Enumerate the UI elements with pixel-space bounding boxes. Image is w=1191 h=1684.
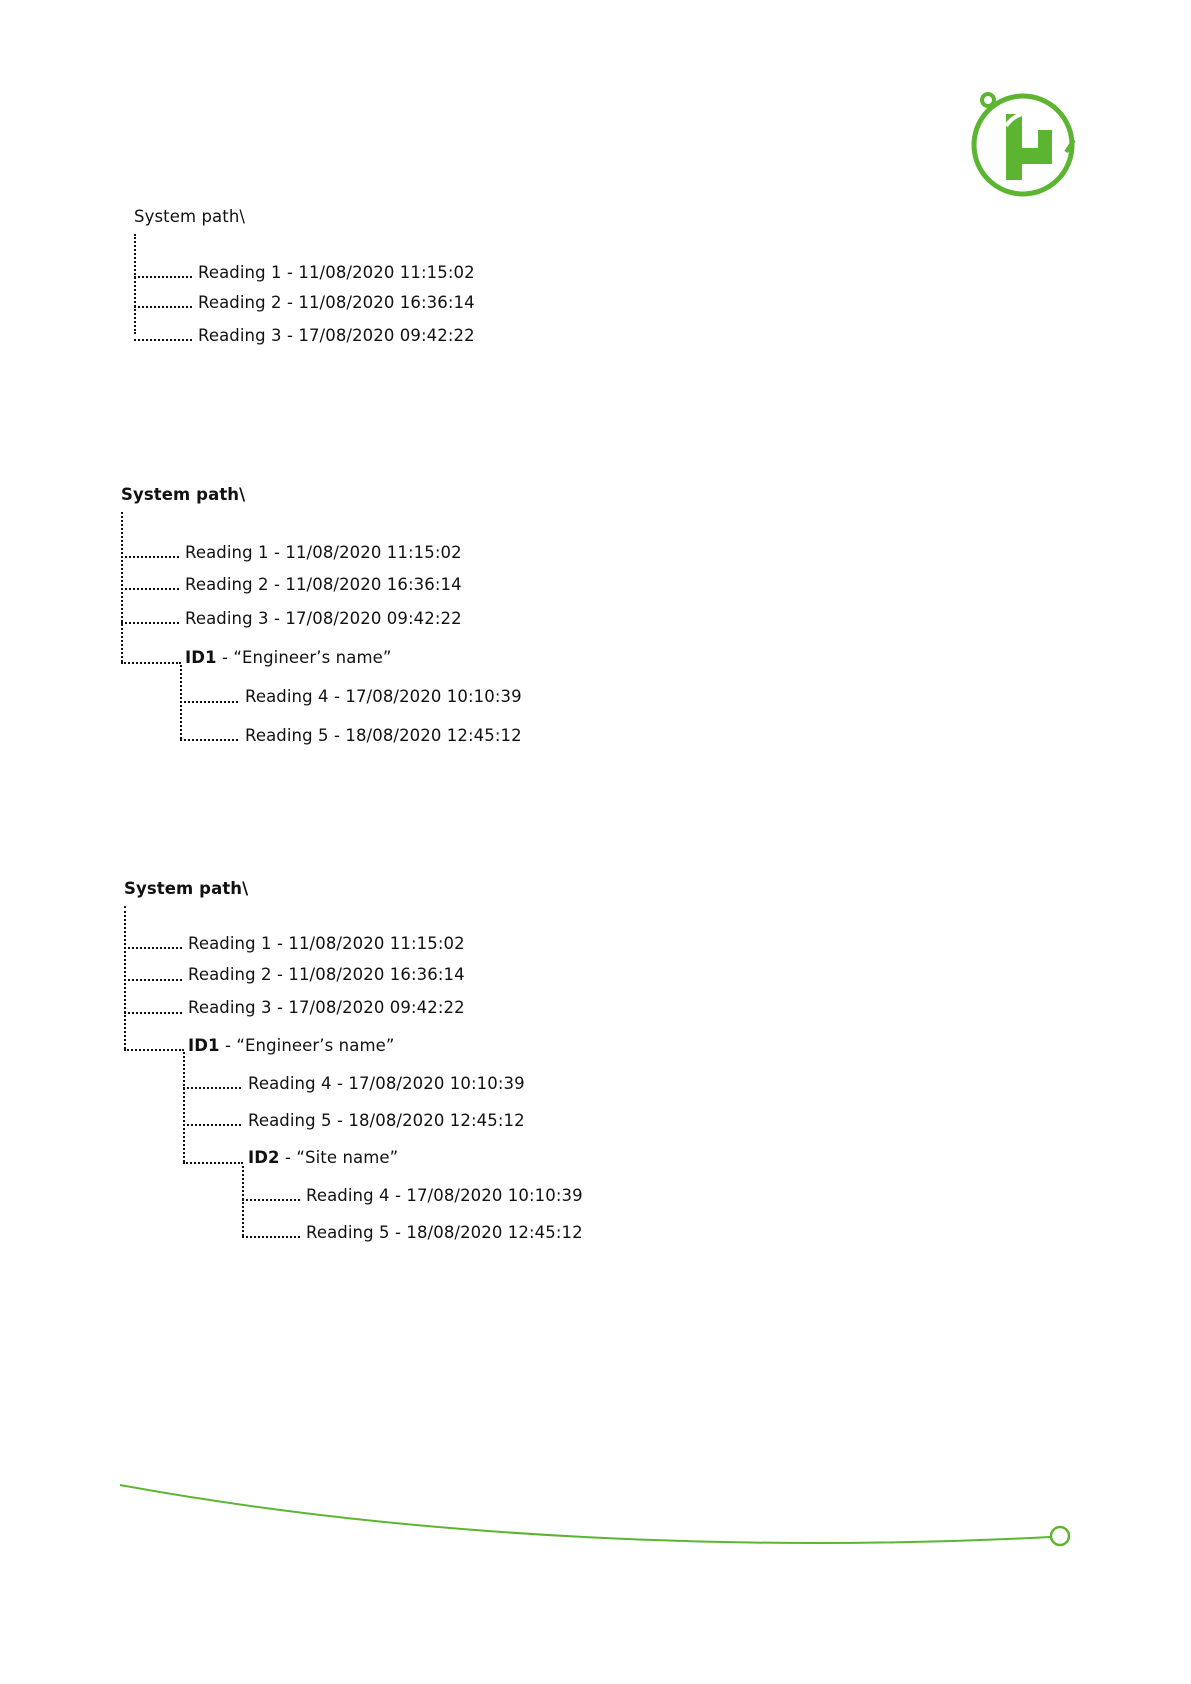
tree-connector — [183, 1087, 241, 1089]
tree-connector — [183, 1124, 241, 1126]
tree-connector — [121, 512, 123, 662]
tree-connector — [134, 339, 192, 341]
reading-item: Reading 2 - 11/08/2020 16:36:14 — [198, 293, 475, 312]
reading-item: Reading 2 - 11/08/2020 16:36:14 — [185, 575, 462, 594]
reading-item: Reading 1 - 11/08/2020 11:15:02 — [188, 934, 465, 953]
id-node-id: ID1 — [188, 1036, 220, 1055]
id-node-name: - “Site name” — [279, 1148, 399, 1167]
tree-connector — [121, 662, 181, 664]
footer-end-circle-icon — [1051, 1527, 1069, 1545]
reading-item: Reading 3 - 17/08/2020 09:42:22 — [188, 998, 465, 1017]
tree-connector — [124, 1012, 182, 1014]
tree-connector — [134, 234, 136, 334]
tree-connector — [180, 739, 238, 741]
id-node-id: ID2 — [248, 1148, 280, 1167]
reading-item: Reading 5 - 18/08/2020 12:45:12 — [245, 726, 522, 745]
tree-connector — [183, 1052, 185, 1162]
tree-connector — [180, 701, 238, 703]
reading-item: Reading 4 - 17/08/2020 10:10:39 — [248, 1074, 525, 1093]
tree-connector — [242, 1199, 300, 1201]
tree-connector — [242, 1236, 300, 1238]
company-logo-icon — [966, 86, 1080, 200]
tree-connector — [134, 276, 192, 278]
reading-item: Reading 1 - 11/08/2020 11:15:02 — [185, 543, 462, 562]
id-node-label — [188, 1036, 395, 1056]
reading-item: Reading 3 - 17/08/2020 09:42:22 — [185, 609, 462, 628]
tree-connector — [183, 1162, 243, 1164]
tree-connector — [121, 588, 179, 590]
tree-connector — [242, 1166, 244, 1236]
tree-connector — [124, 906, 126, 1049]
tree-connector — [124, 1049, 184, 1051]
tree-connector — [124, 947, 182, 949]
id-node-name: - “Engineer’s name” — [219, 1036, 395, 1055]
id-node-name: - “Engineer’s name” — [216, 648, 392, 667]
reading-item: Reading 4 - 17/08/2020 10:10:39 — [245, 687, 522, 706]
reading-item: Reading 5 - 18/08/2020 12:45:12 — [306, 1223, 583, 1242]
reading-item: Reading 2 - 11/08/2020 16:36:14 — [188, 965, 465, 984]
id-node-id: ID1 — [185, 648, 217, 667]
tree-connector — [121, 556, 179, 558]
footer-line — [120, 1485, 1050, 1543]
tree-root-label: System path\ — [121, 485, 246, 504]
reading-item: Reading 4 - 17/08/2020 10:10:39 — [306, 1186, 583, 1205]
id-node-label — [185, 648, 392, 668]
tree-connector — [124, 979, 182, 981]
tree-root-label: System path\ — [134, 207, 246, 226]
reading-item: Reading 3 - 17/08/2020 09:42:22 — [198, 326, 475, 345]
tree-connector — [134, 306, 192, 308]
tree-root-label: System path\ — [124, 879, 249, 898]
id-node-label — [248, 1148, 398, 1168]
tree-connector — [121, 622, 179, 624]
reading-item: Reading 5 - 18/08/2020 12:45:12 — [248, 1111, 525, 1130]
reading-item: Reading 1 - 11/08/2020 11:15:02 — [198, 263, 475, 282]
